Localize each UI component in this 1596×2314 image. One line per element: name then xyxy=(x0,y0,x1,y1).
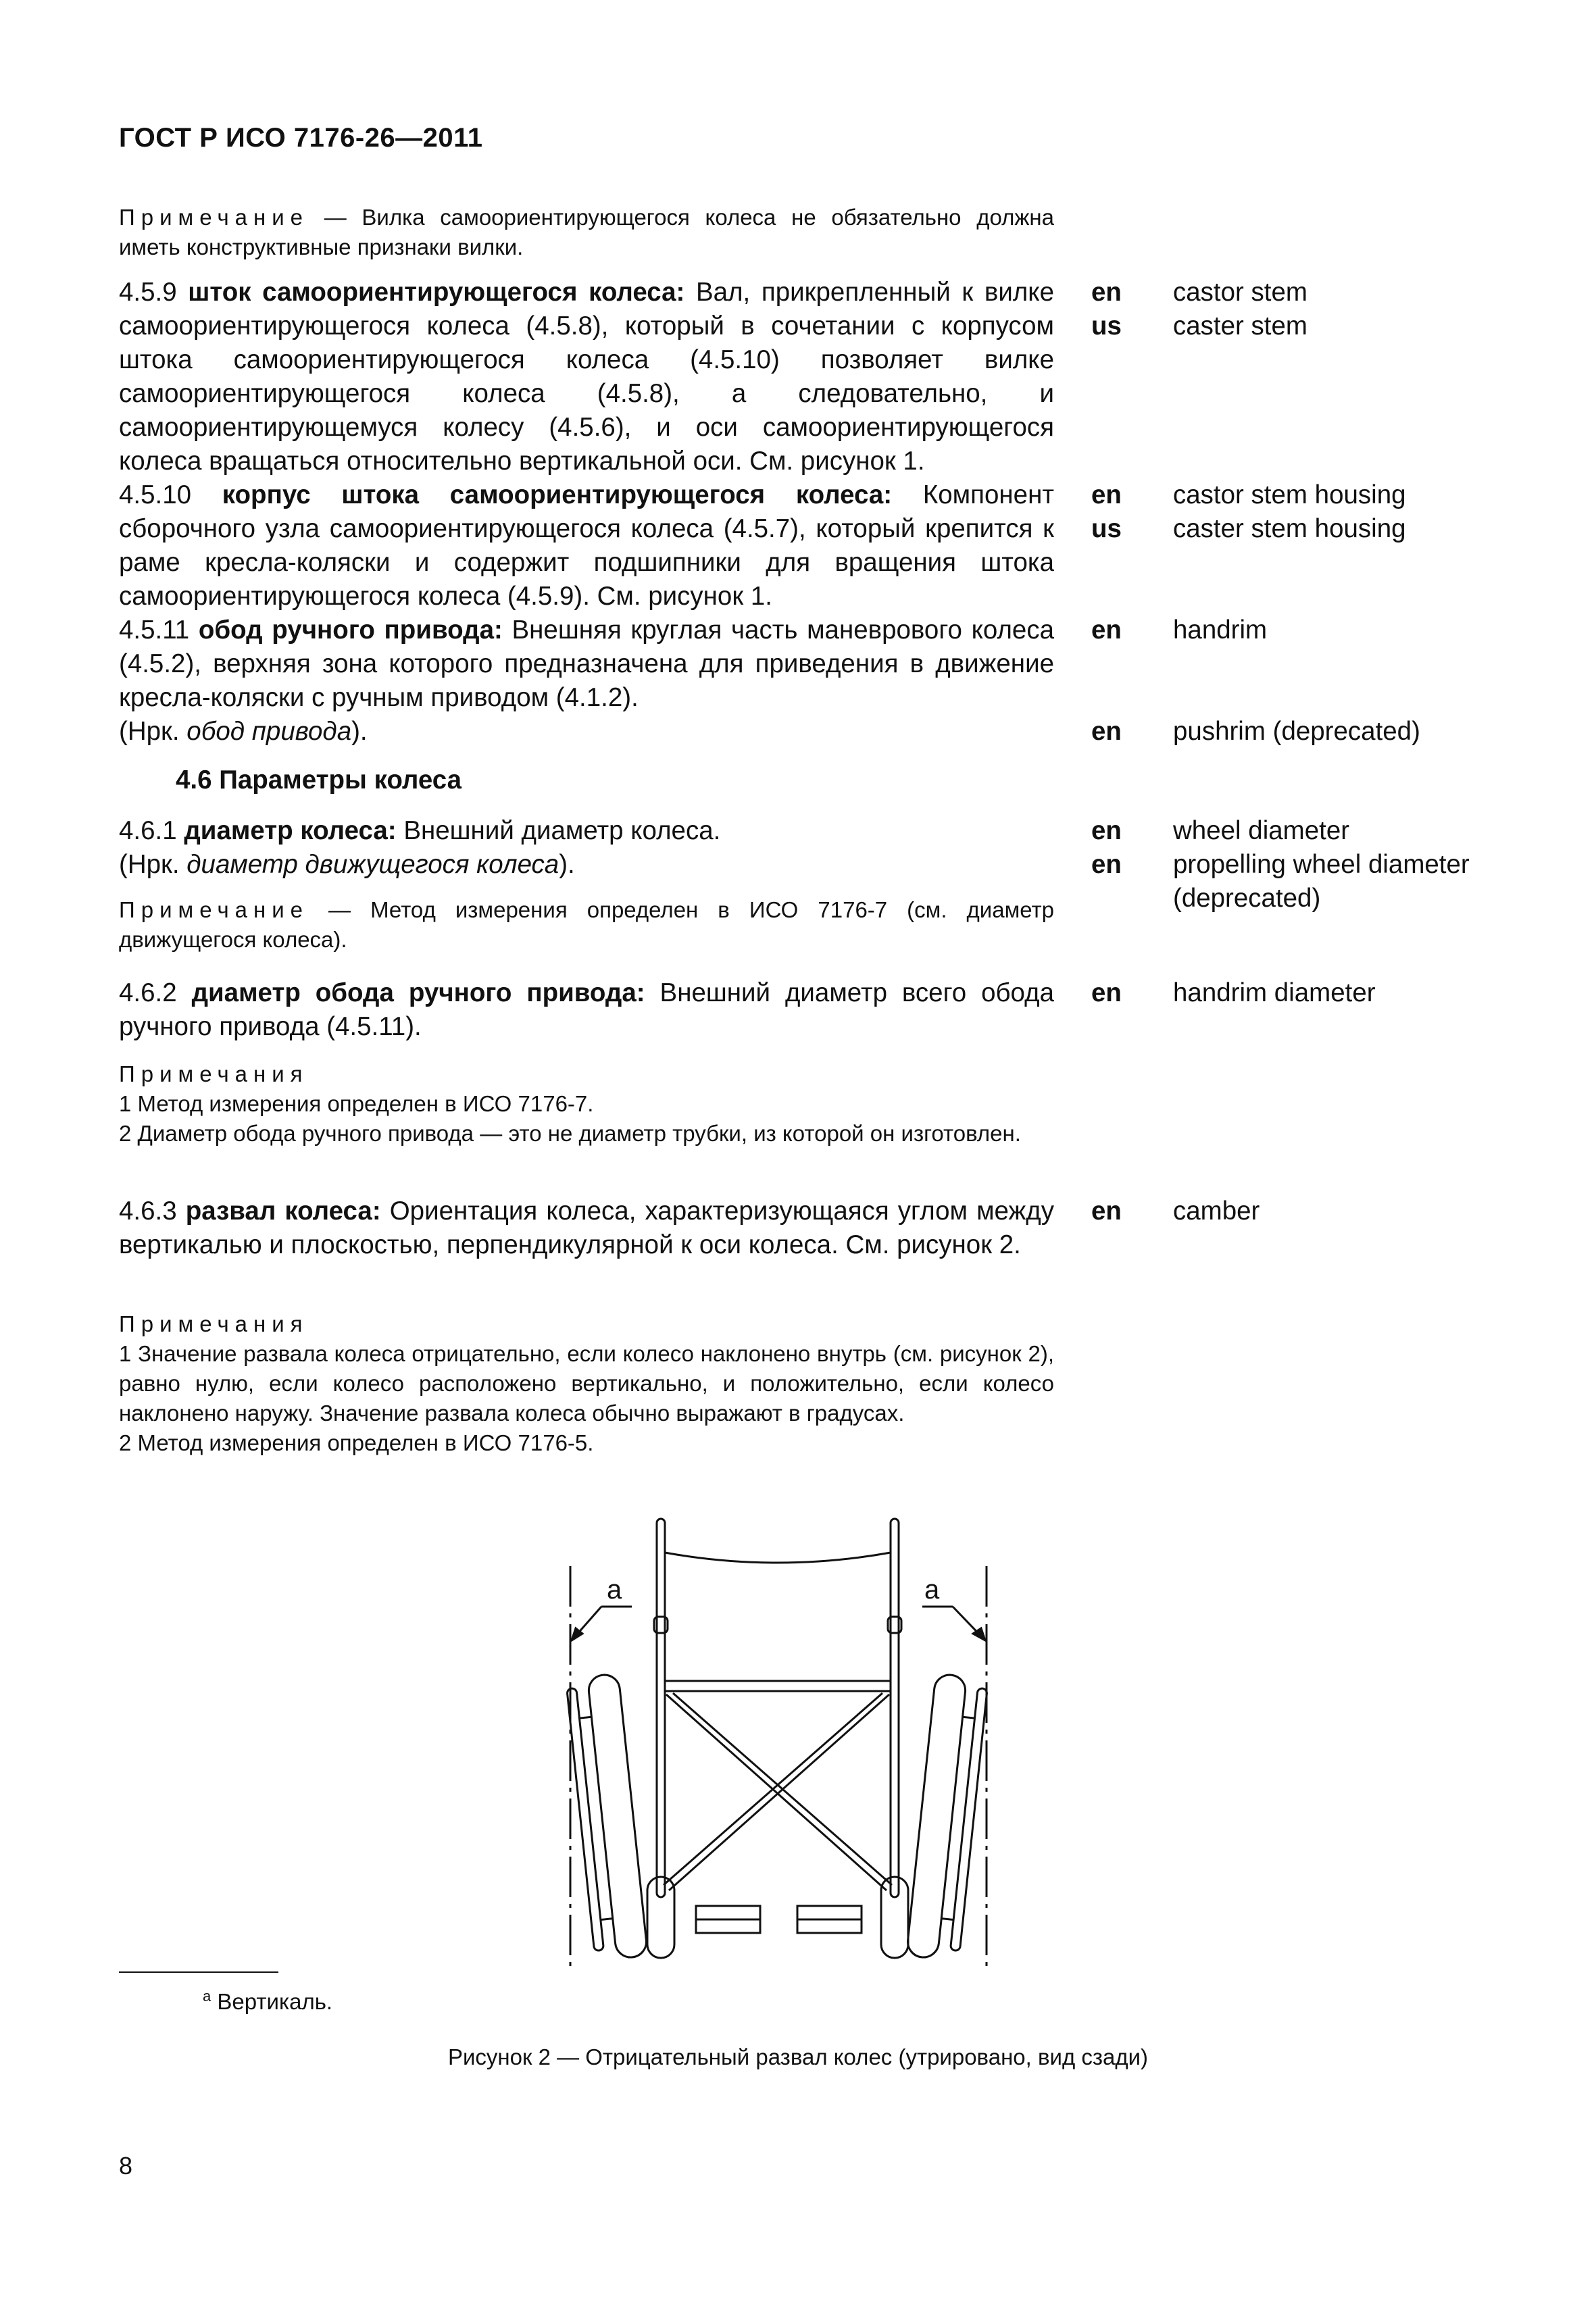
entry-number: 4.6.3 xyxy=(119,1197,177,1226)
entry-definition: Вал, прикрепленный к вилке самоориентирующегося колеса (4.5.8), который в сочетании с корпусом штока самоориентирующегося колеса (4.5.10) позволяет вилке самоориентирующегося колеса (4.5.8), а следовательно, и самоориентирующемуся колесу (4.5.6), и оси самоориентирующегося колеса вращаться относительно вертикальной оси. См. рисунок 1. xyxy=(119,278,1054,476)
entry-term: развал колеса: xyxy=(185,1197,381,1226)
lang-code: en xyxy=(1091,278,1122,307)
lang-code: en xyxy=(1091,850,1122,879)
entry-4-6-1 xyxy=(119,814,1054,848)
lang-code: us xyxy=(1091,514,1122,543)
lang-code: en xyxy=(1091,480,1122,509)
entry-number: 4.5.11 xyxy=(119,615,190,645)
figure-footnote xyxy=(203,1988,332,2015)
note-label: Примечание xyxy=(119,205,309,230)
foreign-term: pushrim (deprecated) xyxy=(1173,717,1420,746)
figure-caption: Рисунок 2 — Отрицательный развал колес (утрировано, вид сзади) xyxy=(447,2044,1149,2069)
entry-definition: Компонент сборочного узла самоориентирующегося колеса (4.5.7), который крепится к раме кресла-коляски и содержит подшипники для вращения штока самоориентирующегося колеса (4.5.9). См. рисунок 1. xyxy=(119,480,1054,611)
foreign-term: propelling wheel diameter (deprecated) xyxy=(1173,850,1470,913)
entry-definition: Ориентация колеса, характеризующаяся углом между вертикалью и плоскостью, перпендикулярной к оси колеса. См. рисунок 2. xyxy=(119,1197,1054,1259)
entry-number: 4.5.10 xyxy=(119,480,192,509)
footnote-text: Вертикаль. xyxy=(217,1989,333,2014)
note-text: — Метод измерения определен в ИСО 7176-7 (см. диаметр движущегося колеса). xyxy=(119,897,1054,952)
note-top xyxy=(119,203,1054,262)
entry-4-5-11 xyxy=(119,613,1054,715)
svg-text:a: a xyxy=(607,1575,622,1605)
section-heading-4-6: 4.6 Параметры колеса xyxy=(176,765,462,795)
notes-4-6-2 xyxy=(119,1059,1054,1149)
notes-label: Примечания xyxy=(119,1311,309,1336)
lang-code: en xyxy=(1091,816,1122,845)
page-number: 8 xyxy=(119,2152,133,2180)
notes-4-6-3 xyxy=(119,1309,1054,1458)
left-wheel xyxy=(566,1674,647,1961)
entry-4-5-10 xyxy=(119,478,1054,613)
foreign-term: wheel diameter xyxy=(1173,816,1350,845)
note-text: — Вилка самоориентирующегося колеса не обязательно должна иметь конструктивные признаки вилки. xyxy=(119,205,1055,259)
entry-term: шток самоориентирующегося колеса: xyxy=(188,278,685,307)
deprecated-term: обод привода xyxy=(186,717,352,746)
notes-label: Примечания xyxy=(119,1061,309,1086)
entry-definition: Внешний диаметр всего обода ручного привода (4.5.11). xyxy=(119,978,1055,1041)
lang-code: en xyxy=(1091,978,1122,1007)
deprecated-suffix: ). xyxy=(351,717,368,746)
cross-brace xyxy=(664,1693,892,1890)
note-1: 1 Метод измерения определен в ИСО 7176-7. xyxy=(119,1091,594,1116)
deprecated-suffix: ). xyxy=(559,850,575,879)
note-4-6-1 xyxy=(119,895,1054,955)
label-a-left xyxy=(572,1575,632,1640)
deprecated-prefix: (Нрк. xyxy=(119,717,187,746)
footnote-separator xyxy=(119,1971,278,1973)
foreign-term: camber xyxy=(1173,1197,1260,1226)
entry-definition: Внешний диаметр колеса. xyxy=(403,816,721,845)
note-1: 1 Значение развала колеса отрицательно, если колесо наклонено внутрь (см. рисунок 2), равно нулю, если колесо расположено вертикально, и положительно, если колесо наклонено наружу. Значение развала колеса обычно выражают в градусах. xyxy=(119,1341,1054,1426)
foreign-term: handrim diameter xyxy=(1173,978,1376,1007)
right-wheel xyxy=(906,1674,988,1961)
note-2: 2 Метод измерения определен в ИСО 7176-5. xyxy=(119,1430,594,1455)
foreign-term: handrim xyxy=(1173,615,1268,645)
deprecated-4-6-1 xyxy=(119,848,1054,882)
footnote-mark: a xyxy=(203,1988,211,2005)
deprecated-prefix: (Нрк. xyxy=(119,850,187,879)
note-2: 2 Диаметр обода ручного привода — это не диаметр трубки, из которой он изготовлен. xyxy=(119,1121,1021,1146)
entry-term: диаметр колеса: xyxy=(184,816,397,845)
foreign-term: caster stem xyxy=(1173,311,1307,341)
lang-code: us xyxy=(1091,311,1122,341)
entry-definition: Внешняя круглая часть маневрового колеса (4.5.2), верхняя зона которого предназначена для приведения в движение кресла-коляски с ручным приводом (4.1.2). xyxy=(119,615,1054,712)
entry-number: 4.5.9 xyxy=(119,278,177,307)
lang-code: en xyxy=(1091,717,1122,746)
lang-code: en xyxy=(1091,1197,1122,1226)
entry-4-6-2 xyxy=(119,976,1054,1044)
lang-code: en xyxy=(1091,615,1122,645)
document-header: ГОСТ Р ИСО 7176-26—2011 xyxy=(119,123,483,153)
entry-number: 4.6.1 xyxy=(119,816,177,845)
entry-4-5-9 xyxy=(119,276,1054,478)
wheelchair-camber-figure xyxy=(554,1512,1014,1985)
entry-term: обод ручного привода: xyxy=(198,615,503,645)
deprecated-4-5-11 xyxy=(119,715,1054,749)
entry-4-6-3 xyxy=(119,1194,1054,1262)
entry-number: 4.6.2 xyxy=(119,978,177,1007)
note-label: Примечание xyxy=(119,897,309,922)
deprecated-term: диаметр движущегося колеса xyxy=(186,850,559,879)
entry-term: диаметр обода ручного привода: xyxy=(191,978,645,1007)
entry-term: корпус штока самоориентирующегося колеса: xyxy=(222,480,893,509)
foreign-term: castor stem xyxy=(1173,278,1307,307)
footrests xyxy=(696,1906,862,1933)
label-a-right xyxy=(922,1575,985,1640)
foreign-term: castor stem housing xyxy=(1173,480,1406,509)
svg-text:a: a xyxy=(924,1575,940,1605)
foreign-term: caster stem housing xyxy=(1173,514,1406,543)
